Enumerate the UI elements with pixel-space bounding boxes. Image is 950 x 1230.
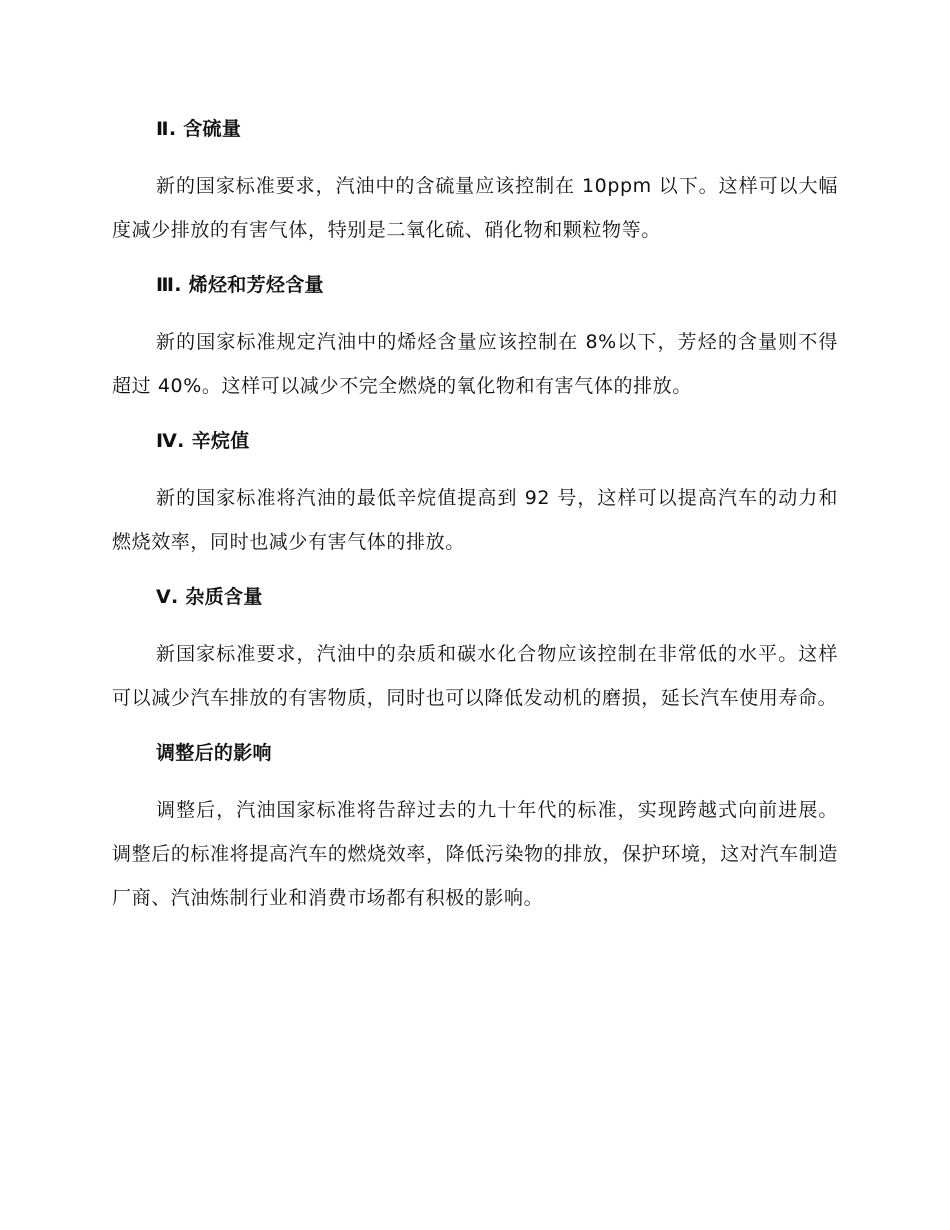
section-heading: Ⅴ. 杂质含量 [156,586,263,608]
section-heading: 调整后的影响 [156,742,272,764]
section-heading: Ⅱ. 含硫量 [156,118,242,140]
section-sulfur-content [112,112,838,252]
section-octane-number [112,424,838,564]
section-paragraph: 新的国家标准要求，汽油中的含硫量应该控制在 10ppm 以下。这样可以大幅度减少排放的有害气体，特别是二氧化硫、硝化物和颗粒物等。 [112,175,838,241]
section-paragraph: 新的国家标准规定汽油中的烯烃含量应该控制在 8%以下，芳烃的含量则不得超过 40%。这样可以减少不完全燃烧的氧化物和有害气体的排放。 [112,331,838,397]
section-impurity-content [112,580,838,720]
section-heading: Ⅳ. 辛烷值 [156,430,250,452]
section-paragraph: 新国家标准要求，汽油中的杂质和碳水化合物应该控制在非常低的水平。这样可以减少汽车排放的有害物质，同时也可以降低发动机的磨损，延长汽车使用寿命。 [112,643,838,709]
section-paragraph: 新的国家标准将汽油的最低辛烷值提高到 92 号，这样可以提高汽车的动力和燃烧效率，同时也减少有害气体的排放。 [112,487,838,553]
section-paragraph: 调整后，汽油国家标准将告辞过去的九十年代的标准，实现跨越式向前进展。调整后的标准将提高汽车的燃烧效率，降低污染物的排放，保护环境，这对汽车制造厂商、汽油炼制行业和消费市场都有积极的影响。 [112,799,838,909]
section-olefin-aromatic-content [112,268,838,408]
section-impact-after-adjustment [112,736,838,920]
section-heading: Ⅲ. 烯烃和芳烃含量 [156,274,324,296]
